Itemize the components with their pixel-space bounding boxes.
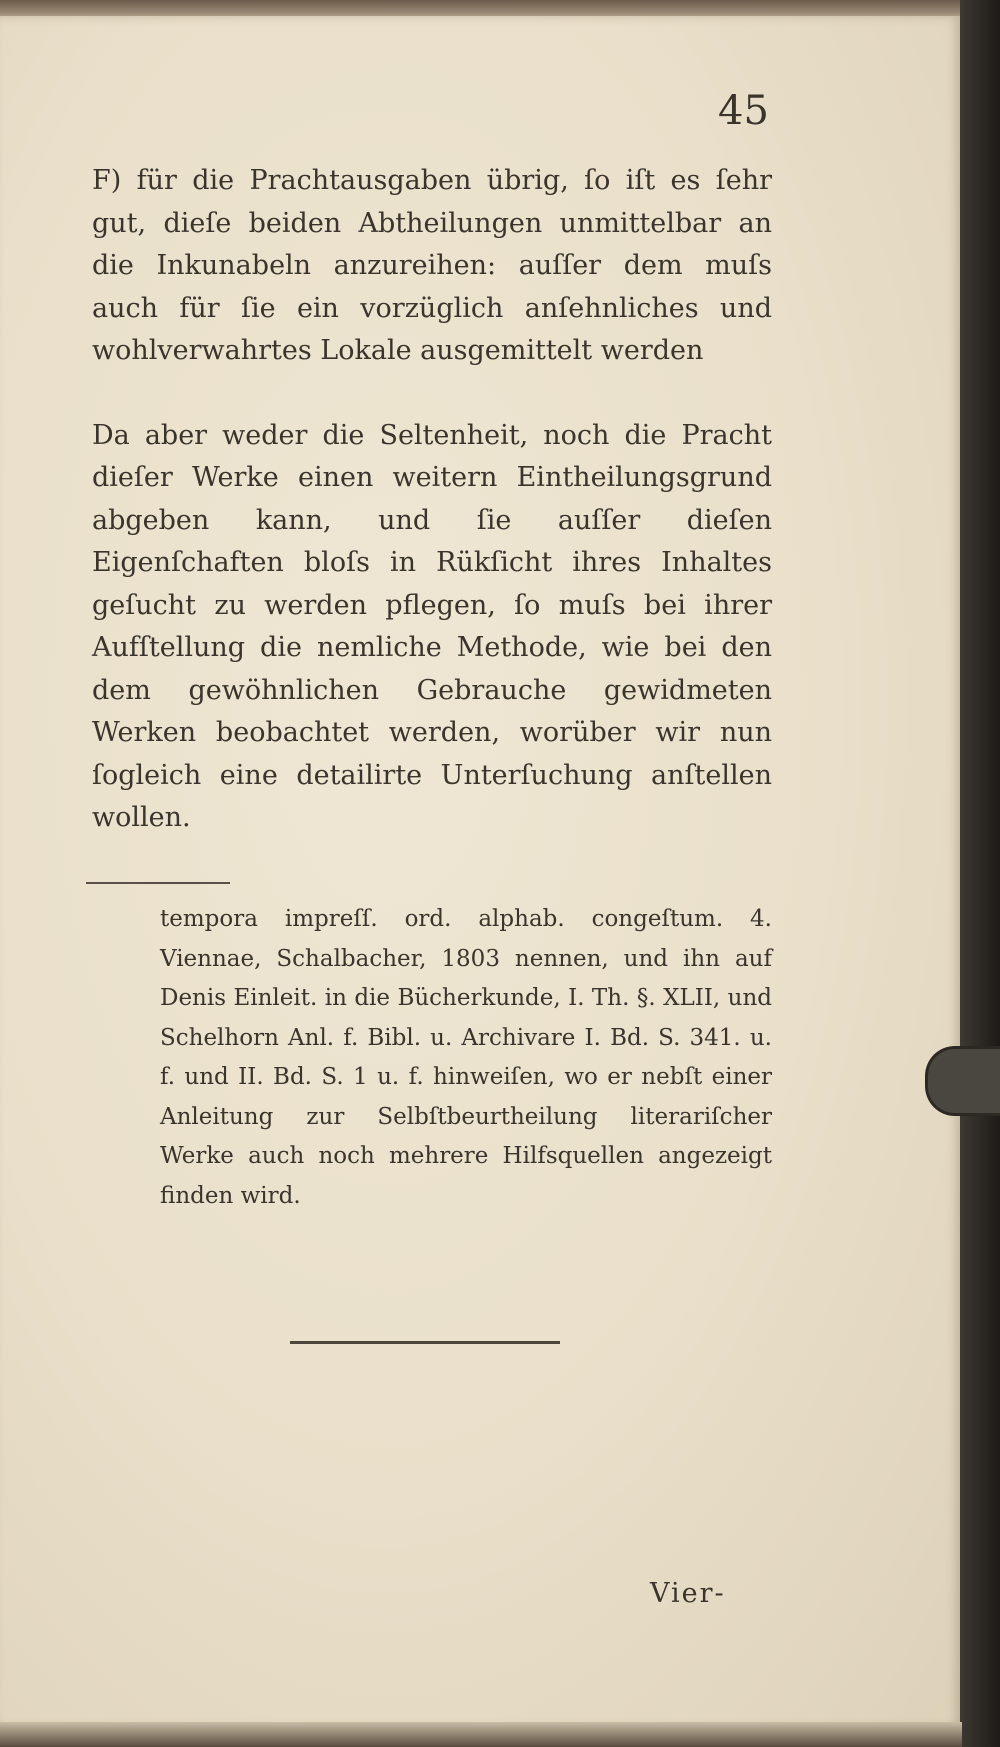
page-bottom-edge: [0, 1722, 962, 1747]
paragraph-1: F) für die Prachtausgaben übrig, ſo iſt es ſehr gut, dieſe beiden Abtheilungen unmittelbar an die Inkunabeln anzureihen: auſſer dem muſs auch für ſie ein vorzüglich anſehnliches und wohlverwahrtes Lokale ausgemittelt werden: [92, 165, 772, 366]
paragraph-2: Da aber weder die Seltenheit, noch die Pracht dieſer Werke einen weitern Eintheilungsgrund abgeben kann, und ſie auſſer dieſen Eigenſchaften bloſs in Rükſicht ihres Inhaltes geſucht zu werden pflegen, ſo muſs bei ihrer Aufſtellung die nemliche Methode, wie bei den dem gewöhnlichen Gebrauche gewidmeten Werken beobachtet werden, worüber wir nun ſogleich eine detailirte Unterſuchung anſtellen wollen.: [92, 419, 772, 833]
body-text: [92, 160, 772, 840]
footnote-separator-rule: [86, 882, 230, 884]
end-of-text-rule: [290, 1341, 560, 1344]
catchword: Vier-: [650, 1578, 726, 1609]
footnote: tempora impreſſ. ord. alphab. congeſtum. 4. Viennae, Schalbacher, 1803 nennen, und ihn auf Denis Einleit. in die Bücherkunde, I. Th. §. XLII, und Schelhorn Anl. f. Bibl. u. Archivare I. Bd. S. 341. u. f. und II. Bd. S. 1 u. f. hinweiſen, wo er nebſt einer Anleitung zur Selbſtbeurtheilung literariſcher Werke auch noch mehrere Hilfsquellen angezeigt finden wird.: [160, 906, 772, 1209]
page-tab-marker: [925, 1046, 1000, 1116]
page-number: 45: [718, 88, 769, 134]
book-binding-edge: [960, 0, 1000, 1747]
